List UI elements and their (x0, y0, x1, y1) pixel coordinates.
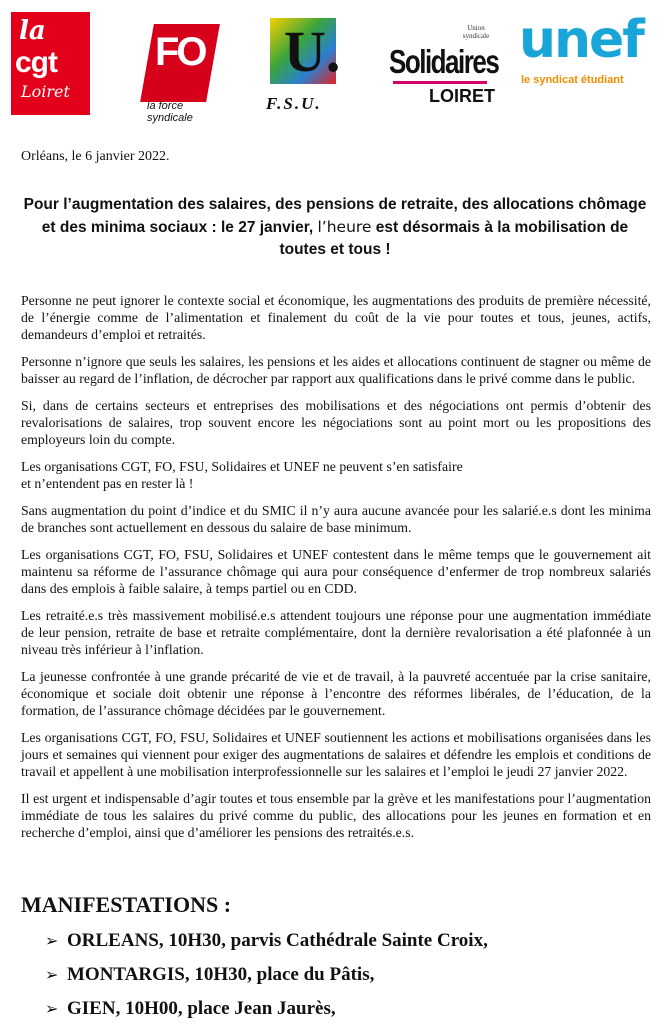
fo-logo-tagline: la force syndicale (147, 100, 193, 124)
manifestation-text: ORLEANS, 10H30, parvis Cathédrale Sainte Croix, (67, 930, 488, 951)
paragraph-satisfaction (21, 458, 651, 492)
solidaires-logo-name: Solidaires (389, 42, 499, 81)
manifestation-item (45, 958, 488, 992)
satisfaction-line-2: et n’entendent pas en rester là ! (21, 476, 194, 491)
manifestation-text: GIEN, 10H00, place Jean Jaurès, (67, 998, 336, 1019)
paragraph: Il est urgent et indispensable d’agir toutes et tous ensemble par la grève et les manifestations pour l’augmentation immédiate de tous les salaires du privé comme du public, des allocations pour les jeunes en formation et en recherche d’emploi, ainsi que d’améliorer les pensions des retraités.e.s. (21, 791, 651, 840)
cgt-logo-region: Loiret (21, 82, 70, 101)
unef-logo (519, 10, 645, 98)
unef-logo-tagline: le syndicat étudiant (521, 74, 624, 86)
logo-bar (0, 10, 669, 124)
solidaires-logo-bar (393, 81, 487, 84)
title-part-2: est désormais à la mobilisation de toutes et tous ! (279, 219, 629, 258)
manifestations-list (45, 924, 488, 1026)
satisfaction-line-1: Les organisations CGT, FO, FSU, Solidaires et UNEF ne peuvent s’en satisfaire (21, 459, 463, 474)
arrow-bullet-icon: ➢ (45, 999, 59, 1018)
solidaires-logo-small: Union syndicale (462, 24, 490, 40)
paragraph: Les organisations CGT, FO, FSU, Solidaires et UNEF contestent dans le même temps que le gouvernement ait maintenu sa réforme de l’assurance chômage qui aura pour conséquence d’enfermer de trop nombreux salariés dans des emplois à faible salaire, à temps partiel ou en CDD. (21, 547, 651, 596)
paragraph: Personne ne peut ignorer le contexte social et économique, les augmentations des produits de première nécessité, de l’énergie comme de l’alimentation et finalement du coût de la vie pour toutes et tous, jeunes, actifs, demandeurs d’emploi et retraités. (21, 293, 651, 342)
fo-logo (147, 24, 213, 124)
arrow-bullet-icon: ➢ (45, 931, 59, 950)
document-title (20, 194, 650, 261)
solidaires-logo (389, 24, 499, 114)
fsu-logo-letter: U. (284, 19, 341, 84)
paragraph: La jeunesse confrontée à une grande précarité de vie et de travail, à la pauvreté accentuée par la crise sanitaire, économique et sociale doit obtenir une réponse à l’encontre des réformes libérales, de l’éducation, de la formation, de l’assurance chômage décidées par le gouvernement. (21, 669, 651, 718)
paragraph: Personne n’ignore que seuls les salaires, les pensions et les aides et allocations continuent de stagner ou même de baisser au regard de l’inflation, de décrocher par rapport aux qualifications dans le privé comme dans le public. (21, 354, 651, 386)
manifestation-item (45, 924, 488, 958)
arrow-bullet-icon: ➢ (45, 965, 59, 984)
fsu-logo (266, 16, 348, 116)
fo-logo-letters: FO (155, 30, 205, 74)
solidaires-logo-region: LOIRET (429, 86, 495, 106)
fsu-logo-name: F.S.U. (266, 94, 322, 113)
paragraph: Les organisations CGT, FO, FSU, Solidaires et UNEF soutiennent les actions et mobilisations organisées dans les jours et semaines qui viennent pour exiger des augmentations de salaires et défendre les emplois et conditions de travail et appellent à une mobilisation interprofessionnelle sur les salaires et l’emploi le jeudi 27 janvier 2022. (21, 730, 651, 779)
paragraph: Sans augmentation du point d’indice et du SMIC il n’y aura aucune avancée pour les salarié.e.s dont les minima de branches sont actuellement en dessous du salaire de base minimum. (21, 503, 651, 535)
unef-logo-name: unef (519, 10, 643, 70)
cgt-logo (11, 12, 90, 115)
document-date: Orléans, le 6 janvier 2022. (21, 149, 170, 164)
cgt-logo-la: la (19, 16, 46, 46)
title-highlight: l’heure (317, 218, 372, 236)
paragraph: Si, dans de certains secteurs et entreprises des mobilisations et des négociations ont permis d’obtenir des revalorisations de salaires, trop souvent encore les négociations sont au point mort ou les propositions des employeurs loin du compte. (21, 398, 651, 447)
manifestation-item (45, 992, 488, 1026)
document-body (21, 292, 651, 851)
manifestation-text: MONTARGIS, 10H30, place du Pâtis, (67, 964, 375, 985)
cgt-logo-name: cgt (15, 46, 57, 79)
title-part-1: Pour l’augmentation des salaires, des pensions de retraite, des allocations chômage et des minima sociaux : le 27 janvier, (23, 196, 647, 236)
manifestations-title: MANIFESTATIONS : (21, 892, 232, 917)
paragraph: Les retraité.e.s très massivement mobilisé.e.s attendent toujours une réponse pour une augmentation immédiate de leur pension, retraite de base et retraite complémentaire, dont la dernière revalorisation a été plafonnée à un niveau très inférieur à l’inflation. (21, 608, 651, 657)
